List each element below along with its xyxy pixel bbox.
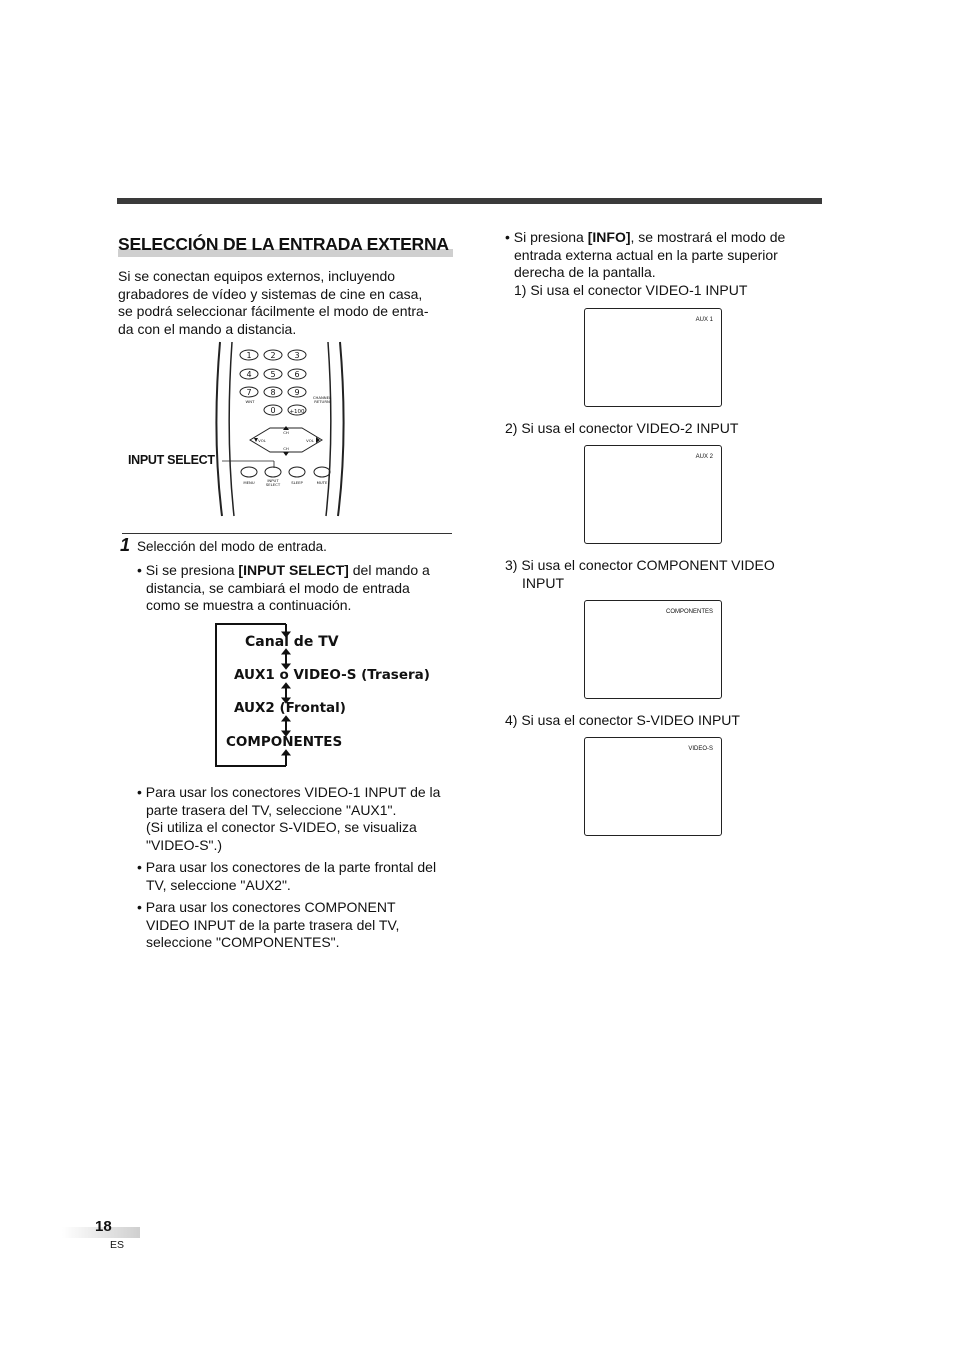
key-label: +100	[289, 409, 305, 415]
tv-screen-aux2	[584, 445, 722, 544]
intro-paragraph: Si se conectan equipos externos, incluyendo grabadores de vídeo y sistemas de cine en casa, se podrá seleccionar fácilmente el modo de entra- da con el mando a distancia.	[118, 268, 429, 337]
screen-osd-label: AUX 1	[695, 317, 713, 323]
key-label: 5	[270, 370, 276, 379]
case-3-label: 3) Si usa el conector COMPONENT VIDEO INPUT	[505, 557, 775, 591]
ch-down-label: CH	[283, 446, 289, 451]
info-bullet: • Si presiona [INFO], se mostrará el modo de entrada externa actual en la parte superior derecha de la pantalla. 1) Si usa el conector VIDEO-1 INPUT	[505, 229, 786, 298]
step-divider	[122, 533, 452, 534]
mode-tv-channel: Canal de TV	[245, 634, 339, 650]
select-label: SELECT	[265, 482, 281, 487]
menu-key	[241, 467, 257, 477]
key-label: 1	[246, 351, 252, 360]
tv-screen-aux1	[584, 308, 722, 407]
key-label: 7	[246, 388, 252, 397]
key-label: 9	[294, 388, 300, 397]
key-label: 6	[294, 370, 300, 379]
screen-osd-label: VIDEO-S	[688, 746, 713, 752]
mode-components: COMPONENTES	[226, 734, 343, 750]
channel-label: CHANNEL	[312, 395, 332, 400]
key-label: 0	[270, 406, 276, 415]
key-label: 8	[270, 388, 276, 397]
bullet-components: • Para usar los conectores COMPONENT VIDEO INPUT de la parte trasera del TV, seleccione "COMPONENTES".	[137, 899, 400, 951]
remote-control-illustration	[210, 340, 350, 520]
section-title: SELECCIÓN DE LA ENTRADA EXTERNA	[118, 234, 449, 254]
mode-aux2: AUX2 (Frontal)	[234, 700, 346, 716]
step-number: 1	[120, 535, 131, 555]
screen-osd-label: AUX 2	[695, 454, 713, 460]
tv-screen-components	[584, 600, 722, 699]
ch-down-arrow-icon	[283, 452, 289, 456]
sleep-label: SLEEP	[291, 480, 303, 485]
key-label: 4	[246, 370, 252, 379]
ch-up-label: CH	[283, 430, 289, 435]
step-text: Selección del modo de entrada.	[137, 539, 327, 554]
bullet-aux2: • Para usar los conectores de la parte frontal del TV, seleccione "AUX2".	[137, 859, 437, 893]
vol-left-label: VOL	[258, 438, 266, 443]
page-number: 18	[95, 1218, 112, 1235]
input-select-key	[265, 467, 281, 477]
key-label: 3	[294, 351, 300, 360]
mode-aux1: AUX1 o VIDEO-S (Trasera)	[234, 667, 430, 683]
vol-right-label: VOL	[306, 438, 314, 443]
menu-label: MENU	[243, 480, 255, 485]
input-label: INPUT	[267, 478, 279, 483]
mute-key	[314, 467, 330, 477]
case-4-label: 4) Si usa el conector S-VIDEO INPUT	[505, 712, 740, 728]
screen-osd-label: COMPONENTES	[665, 609, 713, 615]
tv-screen-video-s	[584, 737, 722, 836]
bullet-aux1: • Para usar los conectores VIDEO-1 INPUT de la parte trasera del TV, seleccione "AUX1". (Si utiliza el conector S-VIDEO, se visualiza "VIDEO-S".)	[137, 784, 441, 853]
key-label: 2	[270, 351, 276, 360]
return-label: RETURN	[314, 399, 330, 404]
step-bullet-input-select: • Si se presiona [INPUT SELECT] del mando a distancia, se cambiará el modo de entrada como se muestra a continuación.	[137, 562, 430, 614]
input-select-callout: INPUT SELECT	[128, 453, 215, 467]
mute-label: MUTE	[316, 480, 328, 485]
sleep-key	[289, 467, 305, 477]
wnt-label: WNT	[245, 399, 255, 404]
case-2-label: 2) Si usa el conector VIDEO-2 INPUT	[505, 420, 739, 436]
top-rule	[117, 198, 822, 204]
language-code: ES	[110, 1239, 125, 1251]
